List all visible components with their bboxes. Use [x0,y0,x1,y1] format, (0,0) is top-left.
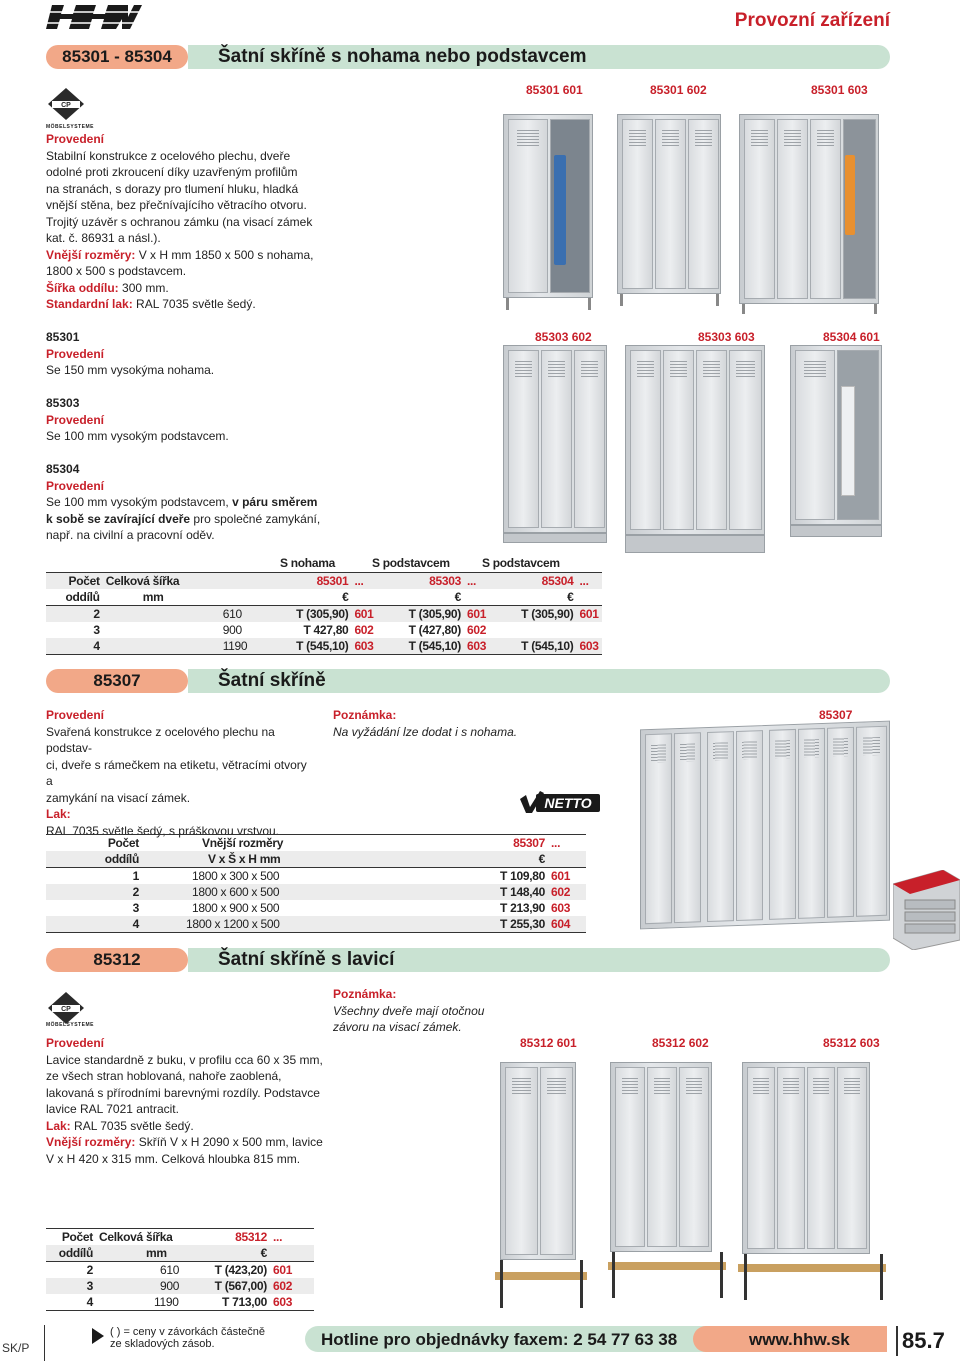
paint-line: Lak: RAL 7035 světle šedý. [46,1118,194,1133]
col-header: € [454,589,461,604]
page-number: 85.7 [896,1326,945,1356]
col-header: oddílů [65,589,100,604]
note-text: závoru na visací zámek. [333,1020,462,1034]
col-header: € [260,1245,267,1260]
section-title: Šatní skříně [218,670,326,691]
desc-line: ze všech stran hoblovaná, nahoře zaoblená, [46,1069,282,1083]
table-row: 2 610 T (305,90) 601 T (305,90) 601 T (305,90) 601 [46,605,602,621]
img-label: 85312 601 [520,1036,577,1050]
footer-web-link[interactable]: www.hhw.sk [749,1330,850,1349]
group-header: S nohama [280,556,335,570]
col-header: Celková šířka [99,1229,173,1244]
brand-sub: MÖBELSYSTEME [46,1022,94,1028]
img-label: 85304 601 [823,330,880,344]
locker-image-85303-603 [625,345,765,535]
locker-image-85304-601 [790,345,882,525]
variant-code: 85304 [46,462,80,476]
desc-heading: Provedení [46,1036,105,1050]
col-header: Vnější rozměry [202,835,284,850]
variant-text: Se 100 mm vysokým podstavcem, v páru směrem [46,495,318,509]
col-header: ... [579,573,589,588]
width-line: Šířka oddílu: 300 mm. [46,280,169,295]
section3-price-table [46,1228,314,1311]
col-header: oddílů [104,851,139,866]
col-header: Celková šířka [105,573,180,588]
footer-hotline: Hotline pro objednávky faxem: 2 54 77 63 38 [321,1330,678,1349]
section2-description [46,707,316,839]
locker-image-85301-602 [617,114,721,294]
col-header: 85303 [429,573,461,588]
desc-line: na stranách, s dorazy pro tlumení hluku, hladká [46,181,299,196]
desc-line: odolné proti zkroucení díky uzavřeným profilům [46,165,298,179]
paint-heading: Lak: [46,807,71,821]
page-category: Provozní zařízení [734,10,890,31]
note-text: Na vyžádání lze dodat i s nohama. [333,724,518,739]
section1-description [46,131,356,313]
locker-image-85312-603 [742,1062,870,1254]
img-label: 85301 602 [650,83,707,97]
locker-image-85301-601 [503,114,593,298]
cp-brand-logo [46,86,106,132]
variant-text: Se 150 mm vysokýma nohama. [46,363,215,377]
locker-image-85301-603 [739,114,879,304]
table-row: 3 1800 x 900 x 500 T 213,90 603 [132,901,571,916]
variant-heading: Provedení [46,346,105,361]
col-header: oddílů [58,1245,93,1260]
col-header: ... [551,835,561,850]
locker-image-85307 [640,721,890,930]
desc-line: Svařená konstrukce z ocelového plechu na podstav- [46,724,275,755]
img-label: 85301 603 [811,83,868,97]
variant-code: 85301 [46,330,80,344]
svg-text:NETTO: NETTO [544,795,592,811]
img-label: 85312 603 [823,1036,880,1050]
group-header: S podstavcem [482,556,560,570]
table-row: 4 1800 x 1200 x 500 T 255,30 604 [46,916,586,932]
desc-line: ci, dveře s rámečkem na etiketu, větracími otvory a [46,757,307,788]
dims-line: Vnější rozměry: V x H mm 1850 x 500 s nohama, [46,247,314,262]
brand-sub: MÖBELSYSTEME [46,124,94,130]
desc-heading: Provedení [46,708,105,722]
section2-price-table [46,834,586,933]
section-code: 85312 [46,948,188,972]
col-header: 85307 [513,835,545,850]
table-row: 3 900 T 427,80 602 T (427,80) 602 [93,622,487,637]
section-code: 85301 - 85304 [46,45,188,69]
variant-85301 [46,329,346,379]
desc-line: Stabilní konstrukce z ocelového plechu, dveře [46,148,291,163]
desc-line: lakovaná s přírodními barevnými rozdíly. Podstavce [46,1085,320,1100]
paint-text: RAL 7035 světle šedý, s práškovou vrstvou. [46,823,280,838]
section3-note [333,986,484,1036]
netto-badge [518,789,602,815]
table-row: 2 610 T (423,20) 601 [86,1262,293,1277]
locker-image-85312-601 [500,1062,576,1260]
footer-note: ( ) = ceny v závorkách částečně ze skladových zásob. [110,1326,265,1350]
col-header: mm [146,1245,167,1260]
col-header: ... [273,1229,283,1244]
section2-note [333,707,517,740]
cp-brand-logo [46,990,106,1036]
note-text: Všechny dveře mají otočnou [333,1003,485,1018]
col-header: € [567,589,574,604]
col-header: Počet [107,835,139,850]
section-title: Šatní skříně s lavicí [218,949,395,970]
dims-line-2: 1800 x 500 s podstavcem. [46,264,187,278]
col-header: mm [142,589,164,604]
paint-line: Standardní lak: RAL 7035 světle šedý. [46,297,256,311]
svg-text:CP: CP [61,102,71,109]
group-header: S podstavcem [372,556,450,570]
desc-line: vnější stěna, bez přečnívajícího větracího otvoru. [46,198,307,212]
table-row: 4 1190 T 713,00 603 [46,1294,314,1310]
variant-85303 [46,395,346,445]
col-header: V x Š x H mm [208,851,281,866]
desc-line: zamykání na visací zámek. [46,790,191,805]
locker-image-85303-602 [503,345,607,533]
variant-85304 [46,461,346,544]
table-row: 1 1800 x 300 x 500 T 109,80 601 [132,868,571,883]
locker-image-85312-602 [610,1062,712,1252]
col-header: € [538,851,545,866]
drawer-cabinet-icon [893,870,960,950]
col-header: Počet [61,1229,93,1244]
section1-price-table [46,556,602,655]
section3-description [46,1035,326,1167]
table-row: 3 900 T (567,00) 602 [46,1278,314,1294]
note-heading: Poznámka: [333,987,397,1001]
note-heading: Poznámka: [333,708,397,722]
desc-line: Lavice standardně z buku, v profilu cca 60 x 35 mm, [46,1052,323,1067]
section-code: 85307 [46,669,188,693]
dims-line-2: V x H 420 x 315 mm. Celková hloubka 815 mm. [46,1151,301,1166]
col-header: 85304 [541,573,574,588]
hhw-logo [46,3,142,31]
desc-heading: Provedení [46,132,105,146]
variant-text: Se 100 mm vysokým podstavcem. [46,429,229,443]
variant-text: k sobě se zavírající dveře pro společné zamykání, [46,511,321,526]
dims-line: Vnější rozměry: Skříň V x H 2090 x 500 mm, lavice [46,1135,323,1149]
img-label: 85307 [819,708,853,722]
variant-heading: Provedení [46,412,105,427]
footer-arrow-icon [92,1328,104,1344]
variant-heading: Provedení [46,478,105,493]
table-row: 2 1800 x 600 x 500 T 148,40 602 [46,884,586,900]
col-header: Počet [68,573,100,588]
table-row: 4 1190 T (545,10) 603 T (545,10) 603 T (545,10) 603 [46,638,602,654]
img-label: 85303 603 [698,330,755,344]
img-label: 85312 602 [652,1036,709,1050]
variant-text: např. na civilní a pracovní oděv. [46,528,215,542]
desc-line: Trojitý uzávěr s ochranou zámku (na visací zámek [46,214,313,229]
col-header: ... [354,573,364,588]
img-label: 85303 602 [535,330,592,344]
col-header: € [342,589,349,604]
desc-line: lavice RAL 7021 antracit. [46,1102,179,1116]
section-title: Šatní skříně s nohama nebo podstavcem [218,46,587,67]
svg-text:CP: CP [61,1006,71,1013]
footer-lang: SK/P [2,1341,30,1355]
img-label: 85301 601 [526,83,583,97]
col-header: 85312 [235,1229,267,1244]
col-header: 85301 [316,573,349,588]
desc-line: kat. č. 86931 a násl.). [46,231,161,245]
variant-code: 85303 [46,396,80,410]
col-header: ... [466,573,477,588]
